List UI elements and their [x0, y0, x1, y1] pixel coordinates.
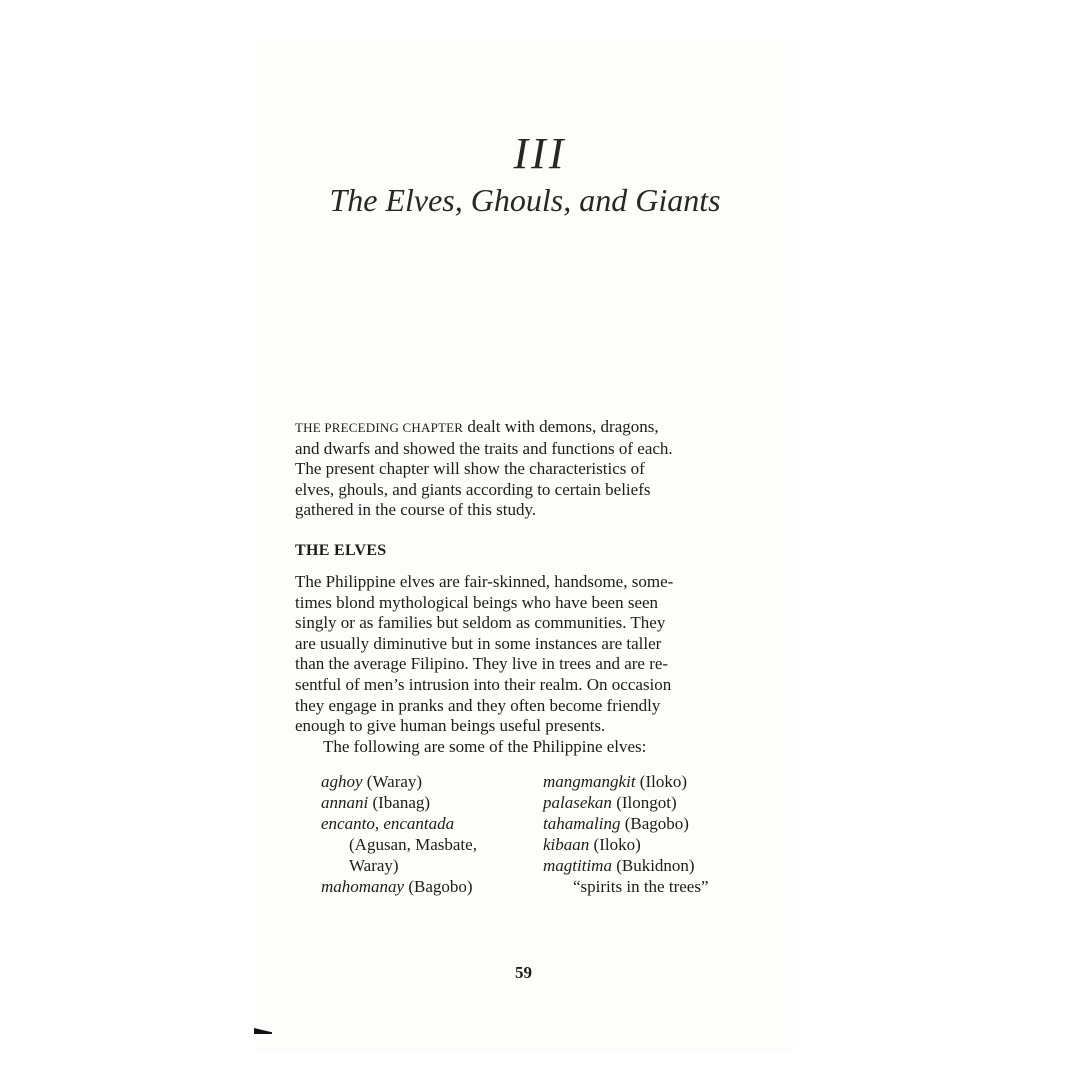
- chapter-title: The Elves, Ghouls, and Giants: [329, 182, 721, 218]
- paragraph-line: times blond mythological beings who have been seen: [295, 592, 659, 612]
- paragraph-line: they engage in pranks and they often become friendly: [295, 695, 661, 715]
- intro-line: gathered in the course of this study.: [295, 500, 537, 520]
- paragraph-line: are usually diminutive but in some instances are taller: [295, 633, 662, 653]
- list-item-continuation: (Agusan, Masbate,: [349, 835, 477, 854]
- intro-line: The present chapter will show the characteristics of: [295, 459, 645, 479]
- elf-origin: (Bukidnon): [611, 856, 695, 875]
- section-heading: THE ELVES: [295, 542, 387, 559]
- elf-origin: (Bagobo): [404, 877, 473, 896]
- intro-line-rest: dealt with demons, dragons,: [463, 417, 659, 436]
- paragraph-line: enough to give human beings useful presents.: [295, 716, 606, 736]
- list-item: [321, 813, 477, 834]
- intro-lead: THE PRECEDING CHAPTER: [295, 420, 464, 435]
- paragraph-line: The Philippine elves are fair-skinned, handsome, some-: [295, 572, 674, 591]
- list-item: [321, 792, 477, 813]
- list-item-continuation: “spirits in the trees”: [573, 877, 709, 896]
- elf-origin: (Ilongot): [611, 793, 677, 812]
- elf-origin: (Ibanag): [368, 793, 431, 812]
- elf-name: kibaan: [543, 835, 590, 854]
- list-item: [543, 792, 709, 813]
- elf-name: tahamaling: [543, 814, 621, 833]
- elf-name: mangmangkit: [543, 772, 636, 791]
- elf-name: mahomanay: [321, 877, 405, 896]
- elf-origin: (Waray): [362, 772, 423, 791]
- list-item: [321, 876, 477, 897]
- intro-line: elves, ghouls, and giants according to certain beliefs: [295, 479, 651, 499]
- chapter-number: III: [513, 129, 567, 178]
- list-item: [543, 834, 709, 855]
- elf-name: magtitima: [543, 856, 612, 875]
- elf-name: annani: [321, 793, 369, 812]
- page-number: 59: [515, 963, 532, 982]
- intro-line: [295, 417, 765, 439]
- elf-origin: (Bagobo): [620, 814, 689, 833]
- elf-name: aghoy: [321, 772, 363, 791]
- elf-name: encanto, encantada: [321, 814, 455, 833]
- intro-line: and dwarfs and showed the traits and functions of each.: [295, 438, 673, 458]
- intro-paragraph: [295, 417, 765, 521]
- list-item: [543, 771, 709, 792]
- elf-origin: (Iloko): [635, 772, 688, 791]
- list-item: [321, 771, 477, 792]
- elf-origin: (Iloko): [589, 835, 641, 854]
- list-item-continuation: Waray): [349, 856, 399, 875]
- list-intro-line: The following are some of the Philippine elves:: [323, 736, 647, 756]
- elf-name: palasekan: [543, 793, 612, 812]
- paragraph-line: singly or as families but seldom as communities. They: [295, 613, 666, 633]
- elves-list-left: [321, 771, 477, 897]
- elves-paragraph: [295, 572, 765, 757]
- paragraph-line: sentful of men’s intrusion into their realm. On occasion: [295, 674, 672, 694]
- paragraph-line: than the average Filipino. They live in trees and are re-: [295, 654, 669, 674]
- list-item: [543, 855, 709, 876]
- list-item: [543, 813, 709, 834]
- elves-list-right: [543, 771, 709, 897]
